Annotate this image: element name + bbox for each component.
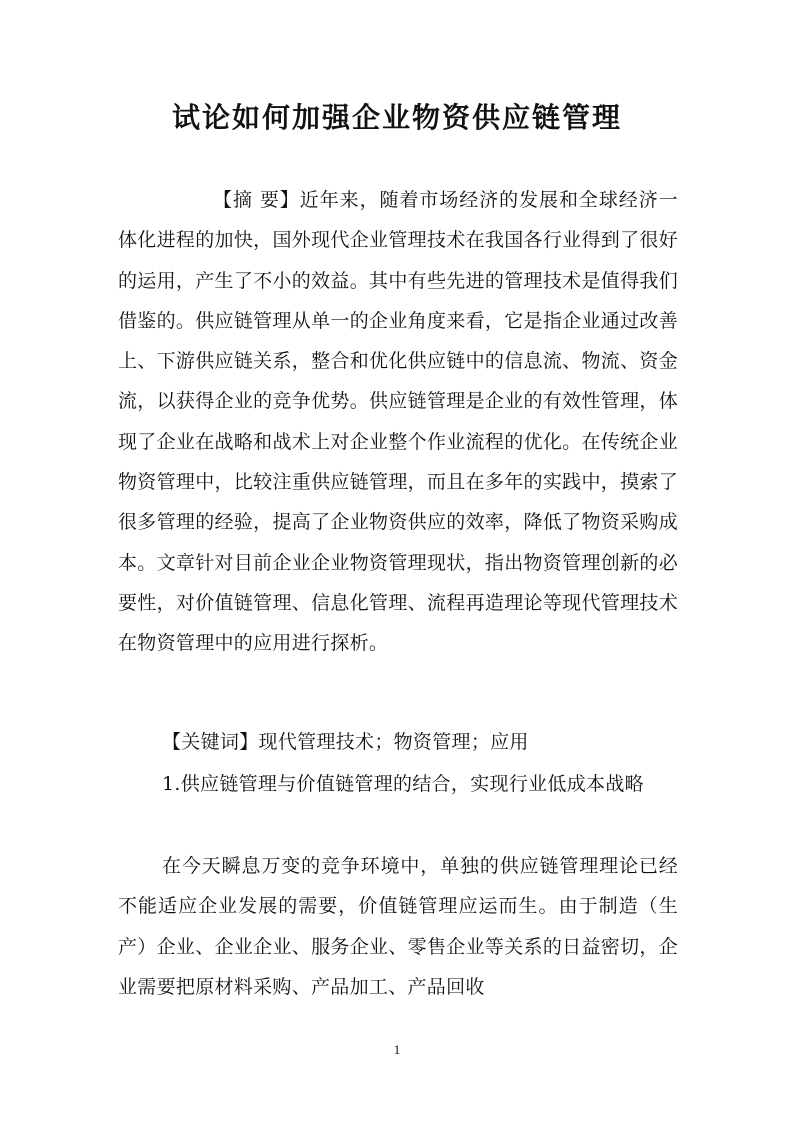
abstract-paragraph xyxy=(118,180,678,664)
document-title: 试论如何加强企业物资供应链管理 xyxy=(171,101,622,134)
section-heading: 1.供应链管理与价值链管理的结合，实现行业低成本战略 xyxy=(162,773,644,795)
abstract-text: 近年来，随着市场经济的发展和全球经济一体化进程的加快，国外现代企业管理技术在我国各行业得到了很好的运用，产生了不小的效益。其中有些先进的管理技术是值得我们借鉴的。供应链管理从单一的企业角度来看，它是指企业通过改善上、下游供应链关系，整合和优化供应链中的信息流、物流、资金流，以获得企业的竞争优势。供应链管理是企业的有效性管理，体现了企业在战略和战术上对企业整个作业流程的优化。在传统企业物资管理中，比较注重供应链管理，而且在多年的实践中，摸索了很多管理的经验，提高了企业物资供应的效率，降低了物资采购成本。文章针对目前企业企业物资管理现状，指出物资管理创新的必要性，对价值链管理、信息化管理、流程再造理论等现代管理技术在物资管理中的应用进行探析。 xyxy=(118,189,678,655)
abstract-label: 【摘 要】 xyxy=(213,189,300,211)
page-number: 1 xyxy=(393,1042,401,1057)
keywords-label: 【关键词】 xyxy=(162,731,259,753)
keywords-paragraph xyxy=(118,722,678,762)
body-paragraph: 在今天瞬息万变的竞争环境中，单独的供应链管理理论已经不能适应企业发展的需要，价值链管理应运而生。由于制造（生产）企业、企业企业、服务企业、零售企业等关系的日益密切，企业需要把原材料采购、产品加工、产品回收 xyxy=(118,855,678,998)
keywords-text: 现代管理技术；物资管理；应用 xyxy=(258,731,529,753)
